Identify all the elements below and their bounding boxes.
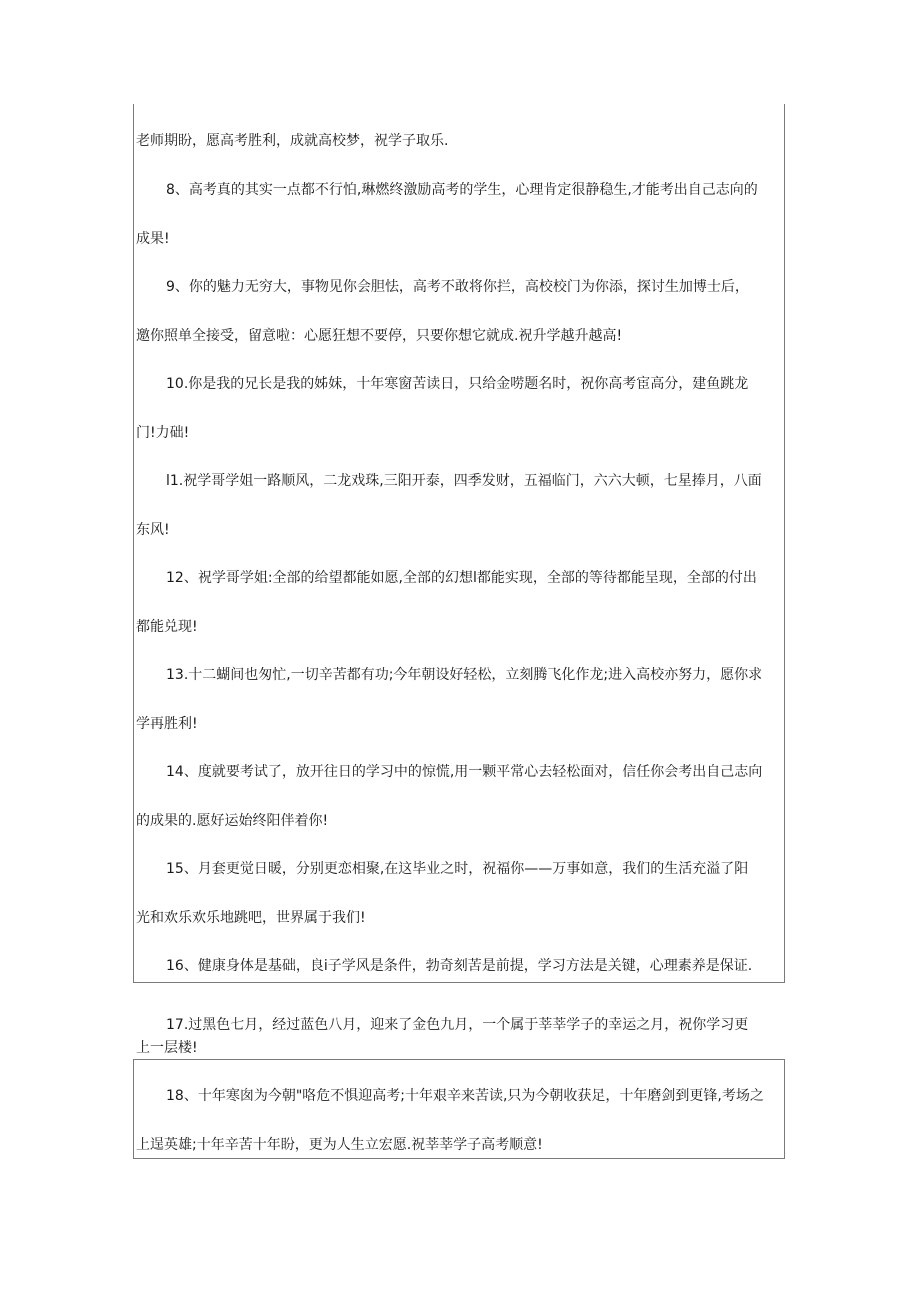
paragraph-14-line-2: 的成果的.愿好运始终阳伴着你!	[136, 813, 329, 829]
paragraph-11-line-2: 东风!	[136, 522, 170, 538]
paragraph-17-line-1: 17.过黑色七月，经过蓝色八月，迎来了金色九月，一个属于莘莘学子的幸运之月，祝你学习更	[166, 1017, 749, 1033]
paragraph-15-line-1: 15、月套更觉日暖，分别更恋相聚,在这毕业之时，祝福你——万事如意，我们的生活充溢了阳	[166, 861, 749, 877]
paragraph-13-line-2: 学再胜利!	[136, 716, 198, 732]
paragraph-9-line-1: 9、你的魅力无穷大，事物见你会胆怯，高考不敢将你拦，高校校门为你添，探讨生加博士后，	[166, 279, 749, 295]
paragraph-9-line-2: 邀你照单全接受，留意啦：心愿狂想不要停，只要你想它就成.祝升学越升越高!	[136, 328, 623, 344]
paragraph-16-line-1: 16、健康身体是基础，良i子学风是条件，勃奇刻苦是前提，学习方法是关键，心理素养是保证.	[166, 958, 753, 974]
text-line: 老师期盼，愿高考胜利，成就高校梦，祝学子取乐.	[136, 133, 449, 149]
paragraph-11-line-1: l1.祝学哥学姐一路顺风，二龙戏珠,三阳开泰，四季发财，五福临门，六六大顿，七星捧月，八面	[166, 473, 762, 489]
paragraph-8-line-2: 成果!	[136, 231, 170, 247]
paragraph-17-line-2: 上一层楼!	[136, 1040, 198, 1056]
paragraph-12-line-1: 12、祝学哥学姐:全部的给望都能如愿,全部的幻想l都能实现，全部的等待都能呈现，全部的付出	[166, 570, 757, 586]
paragraph-10-line-2: 门!力础!	[136, 425, 190, 441]
paragraph-18-line-1: 18、十年寒囱为今朝"咯危不惧迎高考;十年艰辛来苦读,只为今朝收获足，十年磨剑到更锋,考场之	[166, 1088, 764, 1104]
paragraph-10-line-1: 10.你是我的兄长是我的姊妹，十年寒窗苦读日，只给金唠题名时，祝你高考宦高分，建鱼跳龙	[166, 376, 749, 392]
paragraph-8-line-1: 8、高考真的其实一点都不行怕,琳燃终激励高考的学生，心理肯定很静稳生,才能考出自己志向的	[166, 182, 758, 198]
paragraph-18-line-2: 上逞英雄;十年辛苦十年盼，更为人生立宏愿.祝莘莘学子高考顺意!	[136, 1137, 543, 1153]
paragraph-13-line-1: 13.十二蝴间也匆忙,一切辛苦都有功;今年朝设好轻松，立刻腾飞化作龙;进入高校亦努力，愿你求	[166, 667, 763, 683]
paragraph-15-line-2: 光和欢乐欢乐地跳吧，世界属于我们!	[136, 910, 366, 926]
paragraph-12-line-2: 都能兑现!	[136, 619, 198, 635]
paragraph-14-line-1: 14、度就要考试了，放开往日的学习中的惊慌,用一颗平常心去轻松面对，信任你会考出自己志向	[166, 764, 763, 780]
